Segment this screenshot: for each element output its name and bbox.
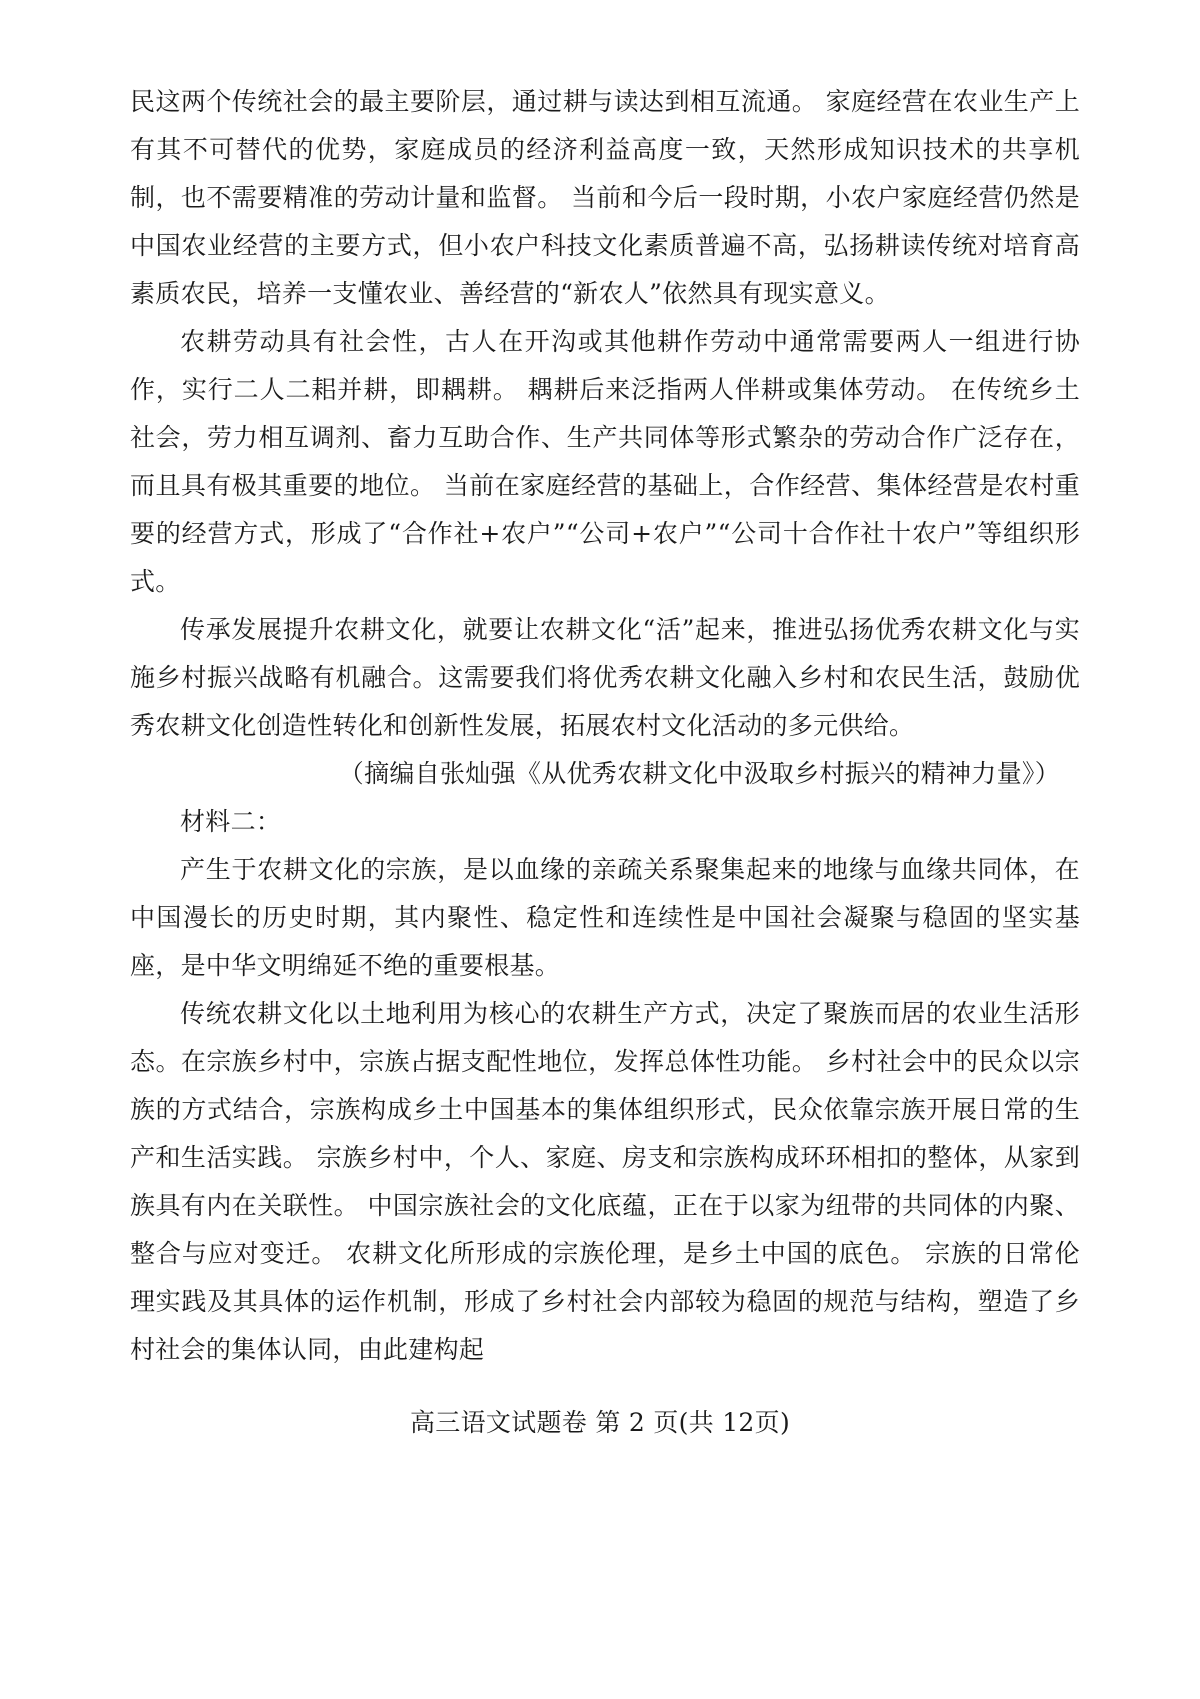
material-2-heading: 材料二： [180,807,282,836]
paragraph-1: 民这两个传统社会的最主要阶层，通过耕与读达到相互流通。 家庭经营在农业生产上有其不可替代的优势，家庭成员的经济利益高度一致，天然形成知识技术的共享机制，也不需要精准的劳动计量和监督。 当前和今后一段时期，小农户家庭经营仍然是中国农业经营的主要方式，但小农户科技文化素质普遍不高，弘扬耕读传统对培育高素质农民，培养一支懂农业、善经营的“新农人”依然具有现实意义。 [130,87,1080,308]
paragraph-3: 传承发展提升农耕文化，就要让农耕文化“活”起来，推进弘扬优秀农耕文化与实施乡村振兴战略有机融合。这需要我们将优秀农耕文化融入乡村和农民生活，鼓励优秀农耕文化创造性转化和创新性发展，拓展农村文化活动的多元供给。 [130,615,1080,740]
paragraph-2: 农耕劳动具有社会性，古人在开沟或其他耕作劳动中通常需要两人一组进行协作，实行二人二耜并耕，即耦耕。 耦耕后来泛指两人伴耕或集体劳动。 在传统乡土社会，劳力相互调剂、畜力互助合作、生产共同体等形式繁杂的劳动合作广泛存在，而且具有极其重要的地位。 当前在家庭经营的基础上，合作经营、集体经营是农村重要的经营方式，形成了“合作社+农户”“公司+农户”“公司十合作社十农户”等组织形式。 [130,327,1080,596]
material-2-paragraph-1: 产生于农耕文化的宗族，是以血缘的亲疏关系聚集起来的地缘与血缘共同体，在中国漫长的历史时期，其内聚性、稳定性和连续性是中国社会凝聚与稳固的坚实基座，是中华文明绵延不绝的重要根基。 [130,855,1080,980]
exam-page-body [130,78,1080,1374]
material-2-paragraph-2: 传统农耕文化以土地利用为核心的农耕生产方式，决定了聚族而居的农业生活形态。在宗族乡村中，宗族占据支配性地位，发挥总体性功能。 乡村社会中的民众以宗族的方式结合，宗族构成乡土中国基本的集体组织形式，民众依靠宗族开展日常的生产和生活实践。 宗族乡村中，个人、家庭、房支和宗族构成环环相扣的整体，从家到族具有内在关联性。 中国宗族社会的文化底蕴，正在于以家为纽带的共同体的内聚、整合与应对变迁。 农耕文化所形成的宗族伦理，是乡土中国的底色。 宗族的日常伦理实践及其具体的运作机制，形成了乡村社会内部较为稳固的规范与结构，塑造了乡村社会的集体认同，由此建构起 [130,999,1080,1364]
page-footer: 高三语文试题卷 第 2 页(共 12页) [409,1408,790,1437]
source-citation: （摘编自张灿强《从优秀农耕文化中汲取乡村振兴的精神力量》） [338,759,1060,788]
